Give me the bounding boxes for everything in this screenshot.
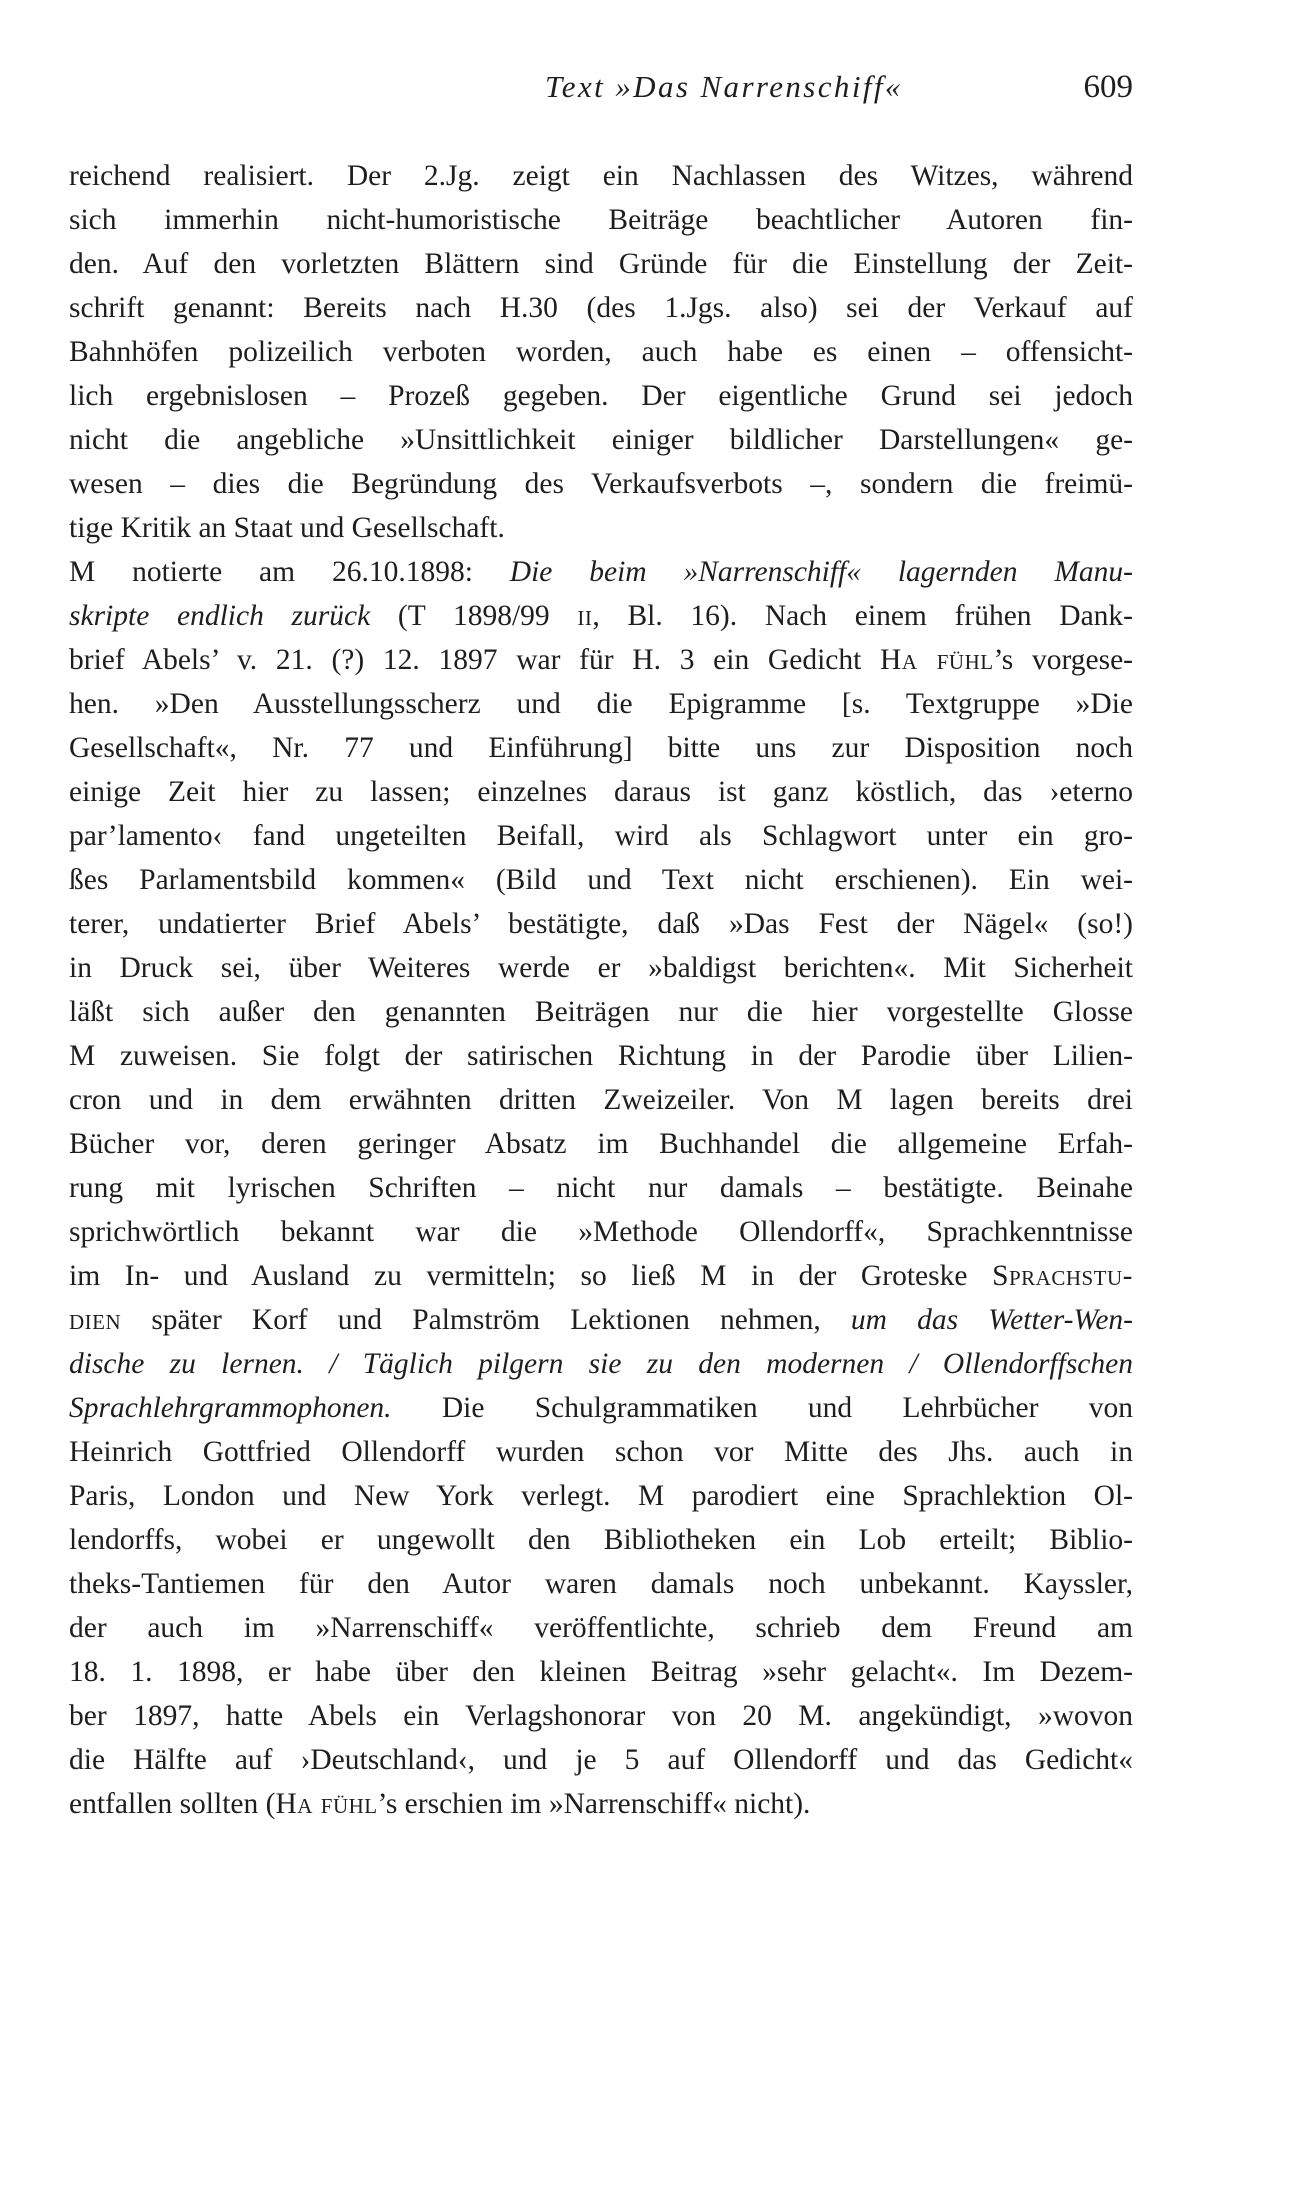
text-segment: läßt sich außer den genannten Beiträgen nur die hier vorgestellte Glosse — [69, 996, 1133, 1028]
text-line — [69, 1562, 1133, 1606]
text-line — [69, 1738, 1133, 1782]
text-segment: im In- und Ausland zu vermitteln; so ließ M in der Groteske — [69, 1260, 993, 1292]
text-segment: 18. 1. 1898, er habe über den kleinen Beitrag »sehr gelacht«. Im Dezem- — [69, 1656, 1133, 1688]
running-head-title: Text »Das Narrenschiff« — [545, 69, 903, 104]
text-line — [69, 1474, 1133, 1518]
small-caps-term: ii — [577, 600, 593, 632]
text-segment: hen. »Den Ausstellungsscherz und die Epigramme [s. Textgruppe »Die — [69, 688, 1133, 720]
text-line — [69, 1430, 1133, 1474]
text-segment: brief Abels’ v. 21. (?) 12. 1897 war für H. 3 ein Gedicht — [69, 644, 881, 676]
text-line — [69, 330, 1133, 374]
italic-quote: skripte endlich zurück — [69, 600, 371, 632]
text-segment: lendorffs, wobei er ungewollt den Bibliotheken ein Lob erteilt; Biblio- — [69, 1524, 1133, 1556]
text-line — [69, 1518, 1133, 1562]
text-segment: Heinrich Gottfried Ollendorff wurden schon vor Mitte des Jhs. auch in — [69, 1436, 1133, 1468]
text-line — [69, 1782, 1133, 1826]
italic-quote: Die beim »Narrenschiff« lagernden Manu- — [509, 556, 1133, 588]
text-segment: (T 1898/99 — [370, 600, 578, 632]
text-segment: in Druck sei, über Weiteres werde er »baldigst berichten«. Mit Sicherheit — [69, 952, 1133, 984]
text-segment: Die Schulgrammatiken und Lehrbücher von — [391, 1392, 1133, 1424]
text-line — [69, 462, 1133, 506]
small-caps-term: Sprachstu- — [992, 1260, 1133, 1292]
text-line — [69, 946, 1133, 990]
text-segment: die Hälfte auf ›Deutschland‹, und je 5 auf Ollendorff und das Gedicht« — [69, 1744, 1133, 1776]
text-segment: M zuweisen. Sie folgt der satirischen Richtung in der Parodie über Lilien- — [69, 1040, 1133, 1072]
text-segment: Bahnhöfen polizeilich verboten worden, auch habe es einen – offensicht- — [69, 336, 1133, 368]
text-line — [69, 1034, 1133, 1078]
text-line — [69, 198, 1133, 242]
text-segment: ’s vorgese- — [993, 644, 1133, 676]
text-segment: tige Kritik an Staat und Gesellschaft. — [69, 512, 505, 544]
text-segment: ßes Parlamentsbild kommen« (Bild und Text nicht erschienen). Ein wei- — [69, 864, 1133, 896]
text-line — [69, 374, 1133, 418]
text-line — [69, 154, 1133, 198]
text-segment: nicht die angebliche »Unsittlichkeit einiger bildlicher Darstellungen« ge- — [69, 424, 1133, 456]
text-segment: M notierte am 26.10.1898: — [69, 556, 510, 588]
text-segment: rung mit lyrischen Schriften – nicht nur damals – bestätigte. Beinahe — [69, 1172, 1133, 1204]
text-line — [69, 1650, 1133, 1694]
text-line — [69, 1122, 1133, 1166]
text-segment: den. Auf den vorletzten Blättern sind Gründe für die Einstellung der Zeit- — [69, 248, 1133, 280]
text-segment: reichend realisiert. Der 2.Jg. zeigt ein Nachlassen des Witzes, während — [69, 160, 1133, 192]
text-line — [69, 770, 1133, 814]
small-caps-term: Ha fühl — [275, 1788, 378, 1820]
text-line — [69, 418, 1133, 462]
italic-quote: Sprachlehrgrammophonen. — [69, 1392, 392, 1424]
text-line — [69, 638, 1133, 682]
text-line — [69, 726, 1133, 770]
text-line — [69, 1298, 1133, 1342]
text-line — [69, 1210, 1133, 1254]
text-line — [69, 1342, 1133, 1386]
text-line — [69, 1386, 1133, 1430]
text-segment: Paris, London und New York verlegt. M parodiert eine Sprachlektion Ol- — [69, 1480, 1133, 1512]
text-line — [69, 506, 1133, 550]
italic-quote: dische zu lernen. / Täglich pilgern sie zu den modernen / Ollendorffschen — [69, 1348, 1133, 1380]
text-line — [69, 1254, 1133, 1298]
text-segment: schrift genannt: Bereits nach H.30 (des 1.Jgs. also) sei der Verkauf auf — [69, 292, 1133, 324]
text-segment: sich immerhin nicht-humoristische Beiträge beachtlicher Autoren fin- — [69, 204, 1133, 236]
text-segment: lich ergebnislosen – Prozeß gegeben. Der eigentliche Grund sei jedoch — [69, 380, 1133, 412]
text-segment: terer, undatierter Brief Abels’ bestätigte, daß »Das Fest der Nägel« (so!) — [69, 908, 1133, 940]
text-line — [69, 902, 1133, 946]
running-head — [545, 62, 1133, 112]
small-caps-term: dien — [69, 1304, 122, 1336]
text-segment: entfallen sollten ( — [69, 1788, 276, 1820]
text-segment: einige Zeit hier zu lassen; einzelnes daraus ist ganz köstlich, das ›eterno — [69, 776, 1133, 808]
small-caps-term: Ha fühl — [880, 644, 994, 676]
text-segment: cron und in dem erwähnten dritten Zweizeiler. Von M lagen bereits drei — [69, 1084, 1133, 1116]
text-line — [69, 1694, 1133, 1738]
text-segment: später Korf und Palmström Lektionen nehmen, — [121, 1304, 851, 1336]
text-segment: , Bl. 16). Nach einem frühen Dank- — [592, 600, 1133, 632]
text-segment: Bücher vor, deren geringer Absatz im Buchhandel die allgemeine Erfah- — [69, 1128, 1133, 1160]
page-number: 609 — [1083, 69, 1133, 105]
text-line — [69, 682, 1133, 726]
body-text — [69, 154, 1133, 1826]
text-segment: ’s erschien im »Narrenschiff« nicht). — [377, 1788, 811, 1820]
text-line — [69, 550, 1133, 594]
text-line — [69, 594, 1133, 638]
text-line — [69, 286, 1133, 330]
text-segment: theks-Tantiemen für den Autor waren damals noch unbekannt. Kayssler, — [69, 1568, 1133, 1600]
italic-quote: um das Wetter-Wen- — [850, 1304, 1133, 1336]
text-line — [69, 1078, 1133, 1122]
text-segment: ber 1897, hatte Abels ein Verlagshonorar von 20 M. angekündigt, »wovon — [69, 1700, 1133, 1732]
text-segment: wesen – dies die Begründung des Verkaufsverbots –, sondern die freimü- — [69, 468, 1133, 500]
text-line — [69, 990, 1133, 1034]
text-segment: sprichwörtlich bekannt war die »Methode Ollendorff«, Sprachkenntnisse — [69, 1216, 1133, 1248]
text-line — [69, 1166, 1133, 1210]
text-segment: der auch im »Narrenschiff« veröffentlichte, schrieb dem Freund am — [69, 1612, 1133, 1644]
text-line — [69, 858, 1133, 902]
text-line — [69, 1606, 1133, 1650]
text-line — [69, 814, 1133, 858]
text-line — [69, 242, 1133, 286]
text-segment: par’lamento‹ fand ungeteilten Beifall, wird als Schlagwort unter ein gro- — [69, 820, 1133, 852]
text-segment: Gesellschaft«, Nr. 77 und Einführung] bitte uns zur Disposition noch — [69, 732, 1133, 764]
